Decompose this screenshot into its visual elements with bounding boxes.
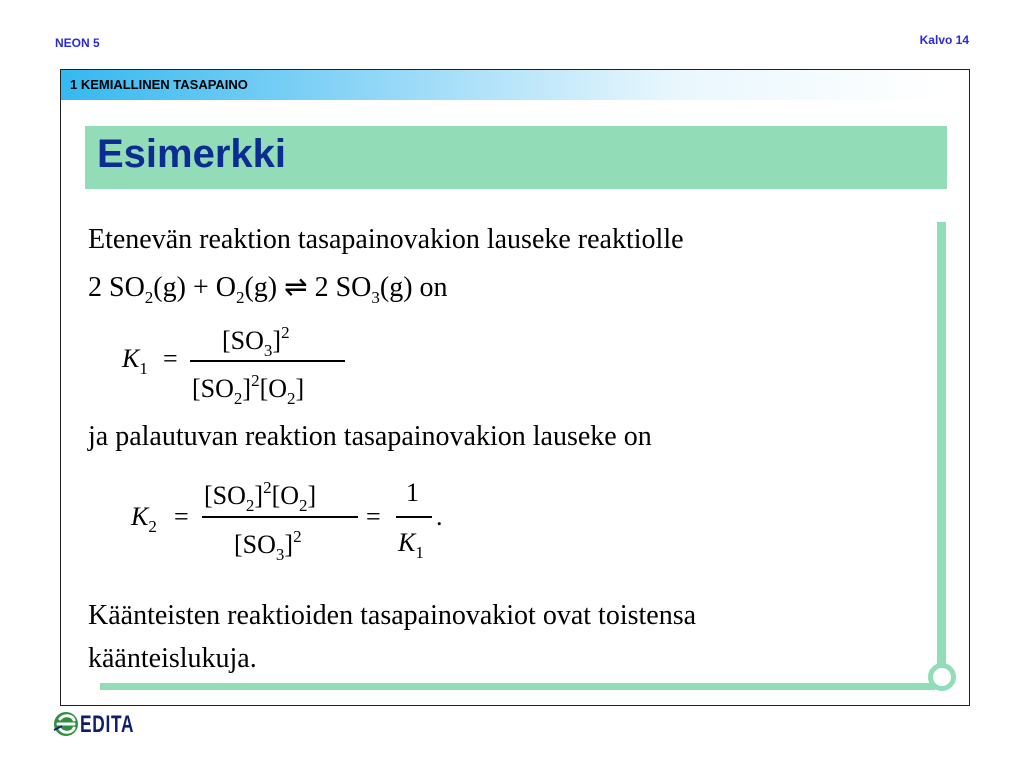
k2-one: 1: [406, 478, 419, 507]
k2-second-fraction-line: [396, 516, 432, 518]
decorative-vertical-line: [937, 222, 946, 667]
k1-numerator: $[SO_3]^2$: [222, 323, 290, 360]
k2-k1-symbol: $K_1$: [398, 528, 424, 562]
edita-e-icon: [52, 710, 82, 743]
slide-title: Esimerkki: [97, 132, 287, 176]
text-line-2: ja palautuvan reaktion tasapainovakion lauseke on: [88, 421, 652, 452]
decorative-horizontal-line: [100, 683, 935, 690]
k2-symbol: $K_2$: [131, 502, 157, 536]
edita-logo-text: EDITA: [80, 711, 135, 738]
text-line-4: käänteislukuja.: [88, 643, 257, 674]
slide-number: Kalvo 14: [919, 33, 969, 47]
k1-denominator: $[SO_2]^2[O_2]$: [192, 371, 305, 408]
k2-period: .: [436, 502, 443, 531]
reaction-equation: 2 $SO_2(g) + O_2(g)$ ⇌ 2 $SO_3(g)$ on: [88, 272, 448, 307]
header-neon-label: NEON 5: [55, 36, 100, 50]
k2-equals: =: [174, 502, 189, 531]
k2-numerator: $[SO_2]^2[O_2]$: [204, 478, 317, 515]
k1-equals: =: [163, 344, 178, 373]
k1-symbol: $K_1$: [122, 344, 148, 378]
k2-denominator: $[SO_3]^2$: [234, 527, 302, 564]
text-line-3: Käänteisten reaktioiden tasapainovakiot ovat toistensa: [88, 600, 697, 631]
decorative-circle: [928, 663, 956, 691]
text-line-1: Etenevän reaktion tasapainovakion lauseke reaktiolle: [88, 224, 684, 255]
section-title: 1 KEMIALLINEN TASAPAINO: [70, 77, 248, 92]
k2-fraction-line: [202, 516, 358, 518]
k1-fraction-line: [190, 360, 345, 362]
k2-equals-second: =: [366, 502, 381, 531]
